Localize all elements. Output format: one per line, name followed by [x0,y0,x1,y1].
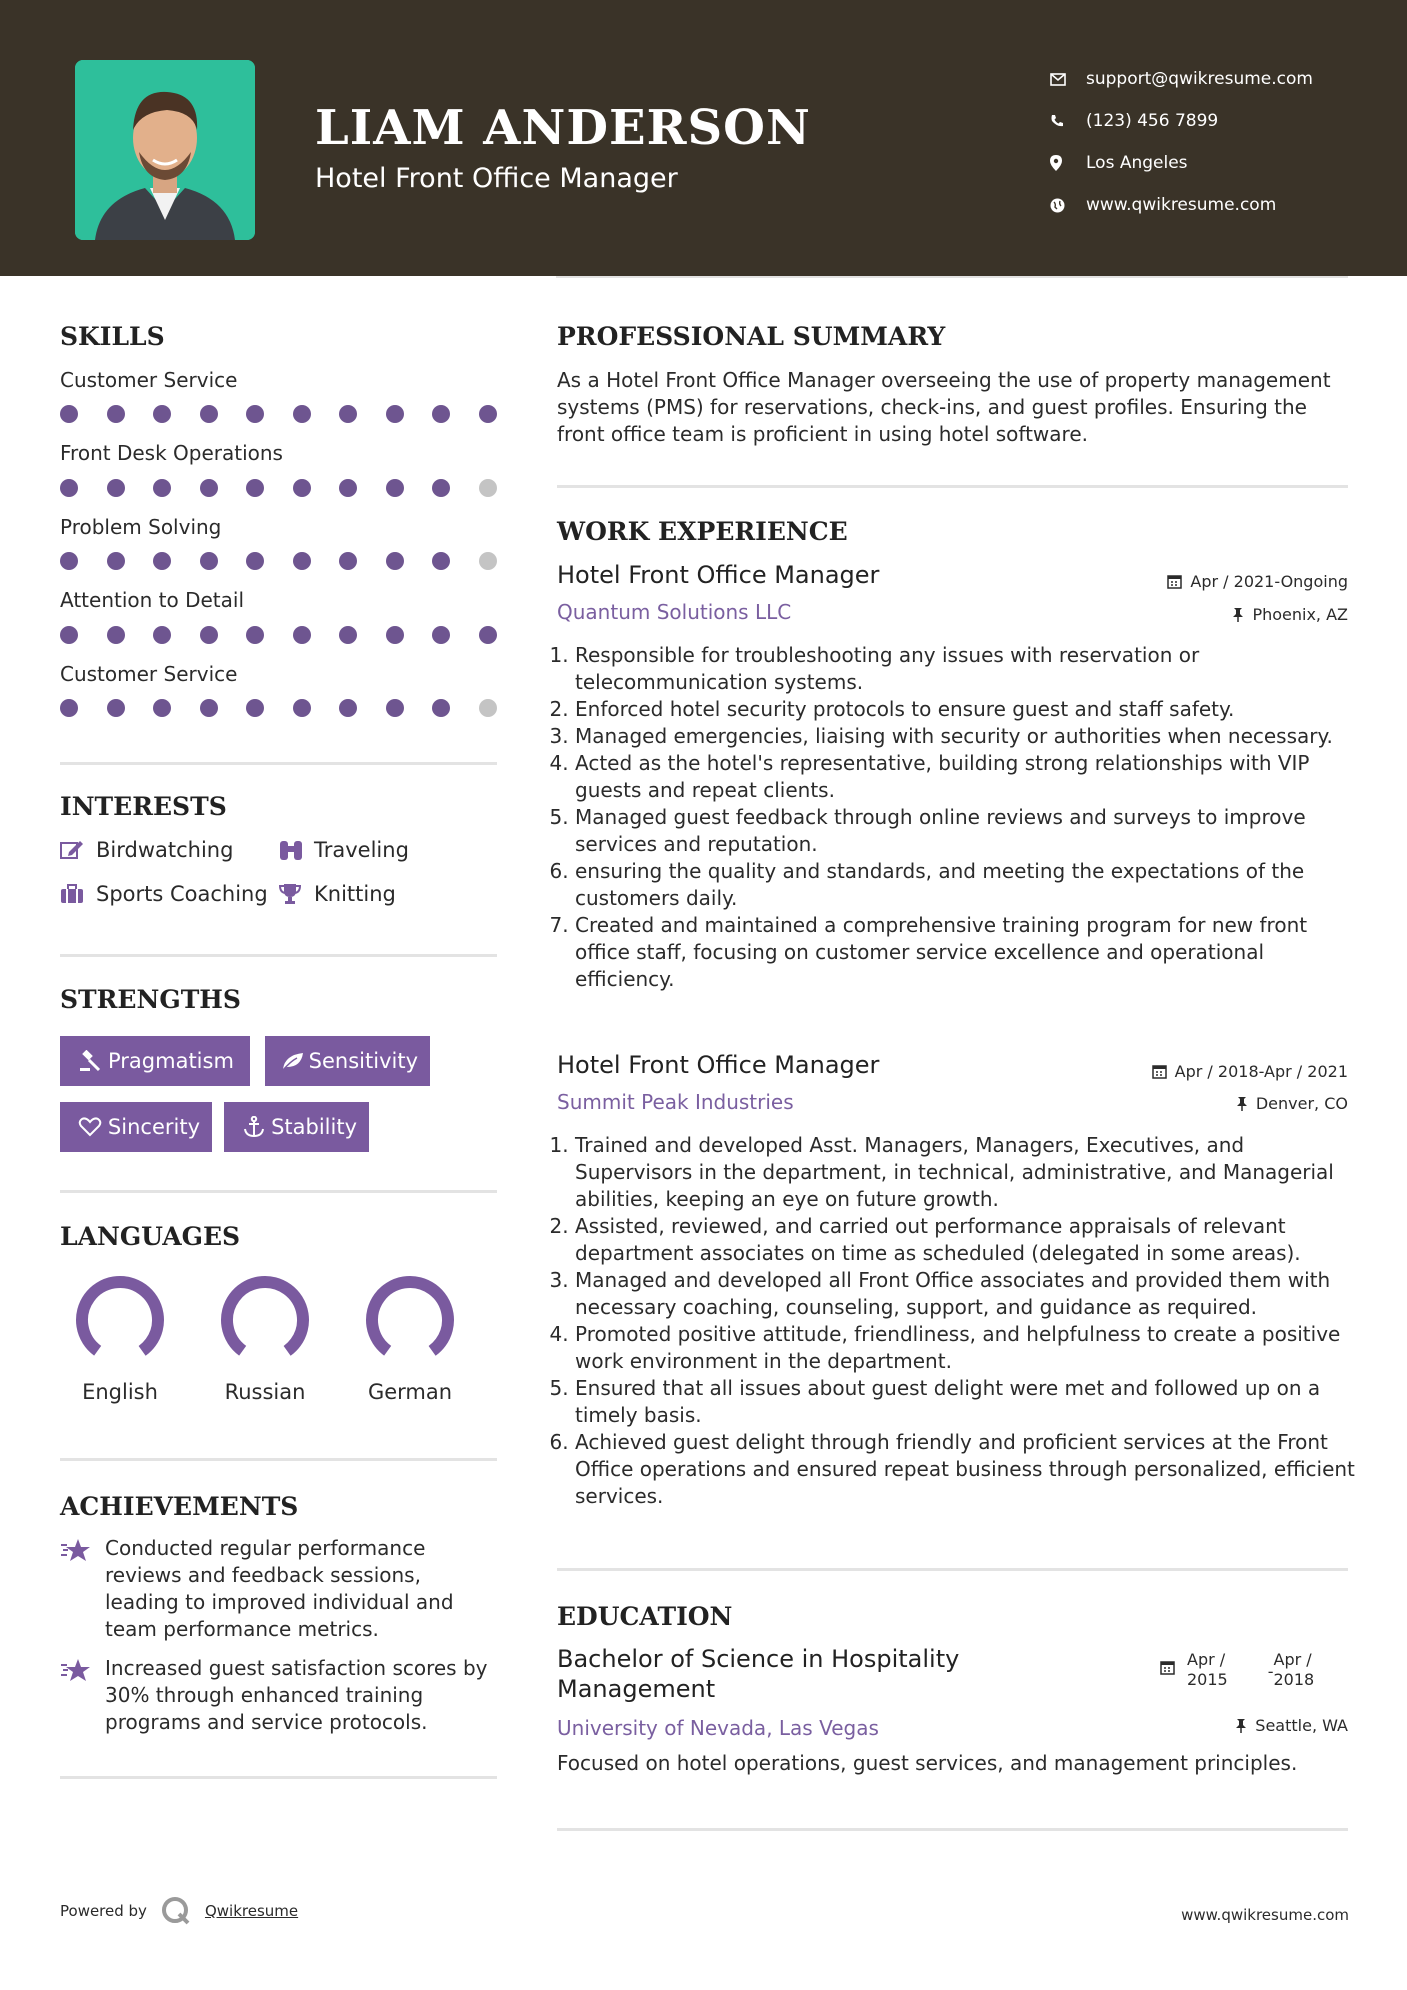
language-label: German [367,1380,453,1404]
edit-icon [60,840,96,860]
skill-dot-filled [339,626,357,644]
skill-dot-empty [479,479,497,497]
skill-dot-filled [107,699,125,717]
skill-dot-filled [200,552,218,570]
skill-dot-filled [293,699,311,717]
strength-tag: Sensitivity [265,1036,430,1086]
calendar-icon [1167,574,1182,589]
binoculars-icon [278,839,314,861]
qwikresume-link[interactable]: Qwikresume [204,1902,299,1920]
heart-icon [72,1117,108,1137]
section-divider [60,1776,497,1779]
strengths-heading: STRENGTHS [60,985,241,1014]
skill-dot-filled [386,405,404,423]
job-location: Phoenix, AZ [1232,605,1348,624]
section-divider [60,954,497,957]
skill-dot-filled [60,552,78,570]
languages-heading: LANGUAGES [60,1222,241,1251]
education-heading: EDUCATION [557,1602,733,1631]
skill-dot-filled [200,626,218,644]
gavel-icon [72,1050,108,1072]
skill-dot-filled [339,479,357,497]
skill-dot-filled [386,626,404,644]
skill-dot-filled [153,699,171,717]
contact-phone[interactable]: (123) 456 7899 [1050,100,1313,142]
job-duties [557,642,1365,993]
education-date: Apr / 2015 - Apr / 2018 [1160,1650,1314,1690]
skill-dot-filled [200,479,218,497]
trophy-icon [278,883,314,905]
skill-dot-filled [200,405,218,423]
language-ring [217,1272,313,1368]
skill-label: Attention to Detail [60,588,245,612]
skill-dot-filled [432,479,450,497]
company-name: Summit Peak Industries [557,1090,794,1114]
skill-dot-filled [107,552,125,570]
language-item [340,1272,480,1404]
experience-heading: WORK EXPERIENCE [557,517,848,546]
skill-dot-filled [246,699,264,717]
star-badge-icon [60,1535,105,1643]
section-divider [60,762,497,765]
language-item [195,1272,335,1404]
skill-rating [60,699,525,717]
skill-dot-filled [386,552,404,570]
skill-label: Problem Solving [60,515,222,539]
skill-dot-filled [339,405,357,423]
contact-website[interactable]: www.qwikresume.com [1050,184,1313,226]
duty-item: 1. Responsible for troubleshooting any issues with reservation or telecommunication systems. [575,642,1365,696]
profile-photo [75,60,255,240]
skill-dot-filled [339,699,357,717]
summary-text: As a Hotel Front Office Manager overseeing the use of property management systems (PMS) for reservations, check-ins, and guest profiles. Ensuring the front office team is proficient in using hotel software. [557,368,1331,446]
skill-dot-filled [107,405,125,423]
location-pin-icon [1050,155,1086,171]
language-label: English [82,1380,158,1404]
skill-dot-filled [339,552,357,570]
duty-item: 4. Promoted positive attitude, friendliness, and helpfulness to create a positive work environment in the department. [575,1321,1365,1375]
skill-dot-filled [246,479,264,497]
pushpin-icon [1235,1718,1247,1733]
skill-dot-filled [432,626,450,644]
skill-dot-filled [200,699,218,717]
skill-dot-filled [60,405,78,423]
language-item [50,1272,190,1404]
anchor-icon [236,1116,271,1138]
skill-dot-filled [293,552,311,570]
skill-dot-filled [386,479,404,497]
language-level-arc [362,1272,458,1368]
pushpin-icon [1232,607,1244,622]
degree-line: Management [557,1675,716,1703]
company-name: Quantum Solutions LLC [557,600,792,624]
duty-item: 1. Trained and developed Asst. Managers, Managers, Executives, and Supervisors in the department, in technical, administrative, and Managerial abilities, keeping an eye on future growth. [575,1132,1365,1213]
section-divider [557,485,1348,488]
skill-rating [60,405,525,423]
calendar-icon [1160,1660,1175,1675]
skill-dot-filled [60,626,78,644]
interest-item: Birdwatching [60,838,233,862]
skill-dot-filled [107,626,125,644]
skill-label: Customer Service [60,662,238,686]
footer-website[interactable]: www.qwikresume.com [1181,1906,1349,1924]
language-ring [72,1272,168,1368]
job-date: Apr / 2021-Ongoing [1167,572,1348,591]
header-divider [556,276,1348,278]
achievements-heading: ACHIEVEMENTS [60,1492,299,1521]
duty-item: 2. Assisted, reviewed, and carried out performance appraisals of relevant department associates on time as scheduled (delegated in some areas). [575,1213,1365,1267]
skill-dot-filled [293,626,311,644]
skill-dot-filled [432,405,450,423]
strength-tag: Pragmatism [60,1036,250,1086]
section-divider [557,1828,1348,1831]
calendar-icon [1152,1064,1167,1079]
contact-location: Los Angeles [1050,142,1313,184]
skill-dot-filled [60,699,78,717]
job-date: Apr / 2018-Apr / 2021 [1152,1062,1348,1081]
duty-item: 4. Acted as the hotel's representative, building strong relationships with VIP guests and repeat clients. [575,750,1365,804]
skill-dot-filled [60,479,78,497]
section-divider [60,1458,497,1461]
language-level-arc [72,1272,168,1368]
language-level-arc [217,1272,313,1368]
skill-label: Front Desk Operations [60,441,283,465]
education-location: Seattle, WA [1235,1716,1348,1735]
interest-item: Knitting [278,882,396,906]
interest-item: Sports Coaching [60,882,268,906]
candidate-name: LIAM ANDERSON [315,100,811,156]
skill-dot-filled [107,479,125,497]
strength-tag: Sincerity [60,1102,212,1152]
star-badge-icon [60,1655,105,1736]
skill-dot-filled [386,699,404,717]
achievement-item: Increased guest satisfaction scores by 30% through enhanced training programs and service protocols. [60,1655,490,1736]
skill-dot-filled [432,699,450,717]
duty-item: 5. Ensured that all issues about guest delight were met and followed up on a timely basis. [575,1375,1365,1429]
job-title: Hotel Front Office Manager [557,561,880,589]
skill-dot-filled [153,405,171,423]
skill-dot-filled [293,479,311,497]
skill-dot-filled [293,405,311,423]
strength-tag: Stability [224,1102,369,1152]
summary-heading: PROFESSIONAL SUMMARY [557,322,946,351]
language-label: Russian [224,1380,306,1404]
duty-item: 6. Achieved guest delight through friendly and proficient services at the Front Office operations and ensured repeat business through personalized, efficient services. [575,1429,1365,1510]
job-location: Denver, CO [1236,1094,1348,1113]
achievement-item: Conducted regular performance reviews and feedback sessions, leading to improved individual and team performance metrics. [60,1535,490,1643]
duty-item: 3. Managed and developed all Front Office associates and provided them with necessary coaching, counseling, support, and guidance as required. [575,1267,1365,1321]
skills-heading: SKILLS [60,322,165,351]
briefcase-icon [60,884,96,904]
qwikresume-logo-icon [161,1896,191,1926]
section-divider [60,1190,497,1193]
interest-item: Traveling [278,838,409,862]
skill-dot-filled [153,552,171,570]
skill-dot-filled [246,552,264,570]
leaf-icon [277,1051,309,1071]
job-title: Hotel Front Office Manager [557,1051,880,1079]
degree-line: Bachelor of Science in Hospitality [557,1645,960,1673]
envelope-icon [1050,73,1086,86]
job-duties [557,1132,1365,1510]
footer-powered: Powered by Qwikresume [60,1896,298,1926]
phone-icon [1050,114,1086,128]
candidate-title: Hotel Front Office Manager [315,163,678,194]
skill-rating [60,626,525,644]
skill-dot-filled [246,626,264,644]
skill-rating [60,479,525,497]
skill-rating [60,552,525,570]
language-ring [362,1272,458,1368]
skill-label: Customer Service [60,368,238,392]
globe-icon [1050,198,1086,213]
education-description: Focused on hotel operations, guest services, and management principles. [557,1751,1298,1775]
resume-header [0,0,1407,276]
duty-item: 5. Managed guest feedback through online reviews and surveys to improve services and reputation. [575,804,1365,858]
skill-dot-filled [479,405,497,423]
duty-item: 3. Managed emergencies, liaising with security or authorities when necessary. [575,723,1365,750]
interests-heading: INTERESTS [60,792,227,821]
skill-dot-filled [479,626,497,644]
pushpin-icon [1236,1096,1248,1111]
skill-dot-filled [153,479,171,497]
school-name: University of Nevada, Las Vegas [557,1716,879,1740]
duty-item: 2. Enforced hotel security protocols to ensure guest and staff safety. [575,696,1365,723]
skill-dot-empty [479,699,497,717]
contact-email[interactable]: support@qwikresume.com [1050,58,1313,100]
section-divider [557,1568,1348,1571]
skill-dot-filled [246,405,264,423]
skill-dot-empty [479,552,497,570]
duty-item: 6. ensuring the quality and standards, and meeting the expectations of the customers daily. [575,858,1365,912]
contact-list [1050,58,1313,226]
skill-dot-filled [153,626,171,644]
duty-item: 7. Created and maintained a comprehensive training program for new front office staff, focusing on customer service excellence and operational efficiency. [575,912,1365,993]
skill-dot-filled [432,552,450,570]
